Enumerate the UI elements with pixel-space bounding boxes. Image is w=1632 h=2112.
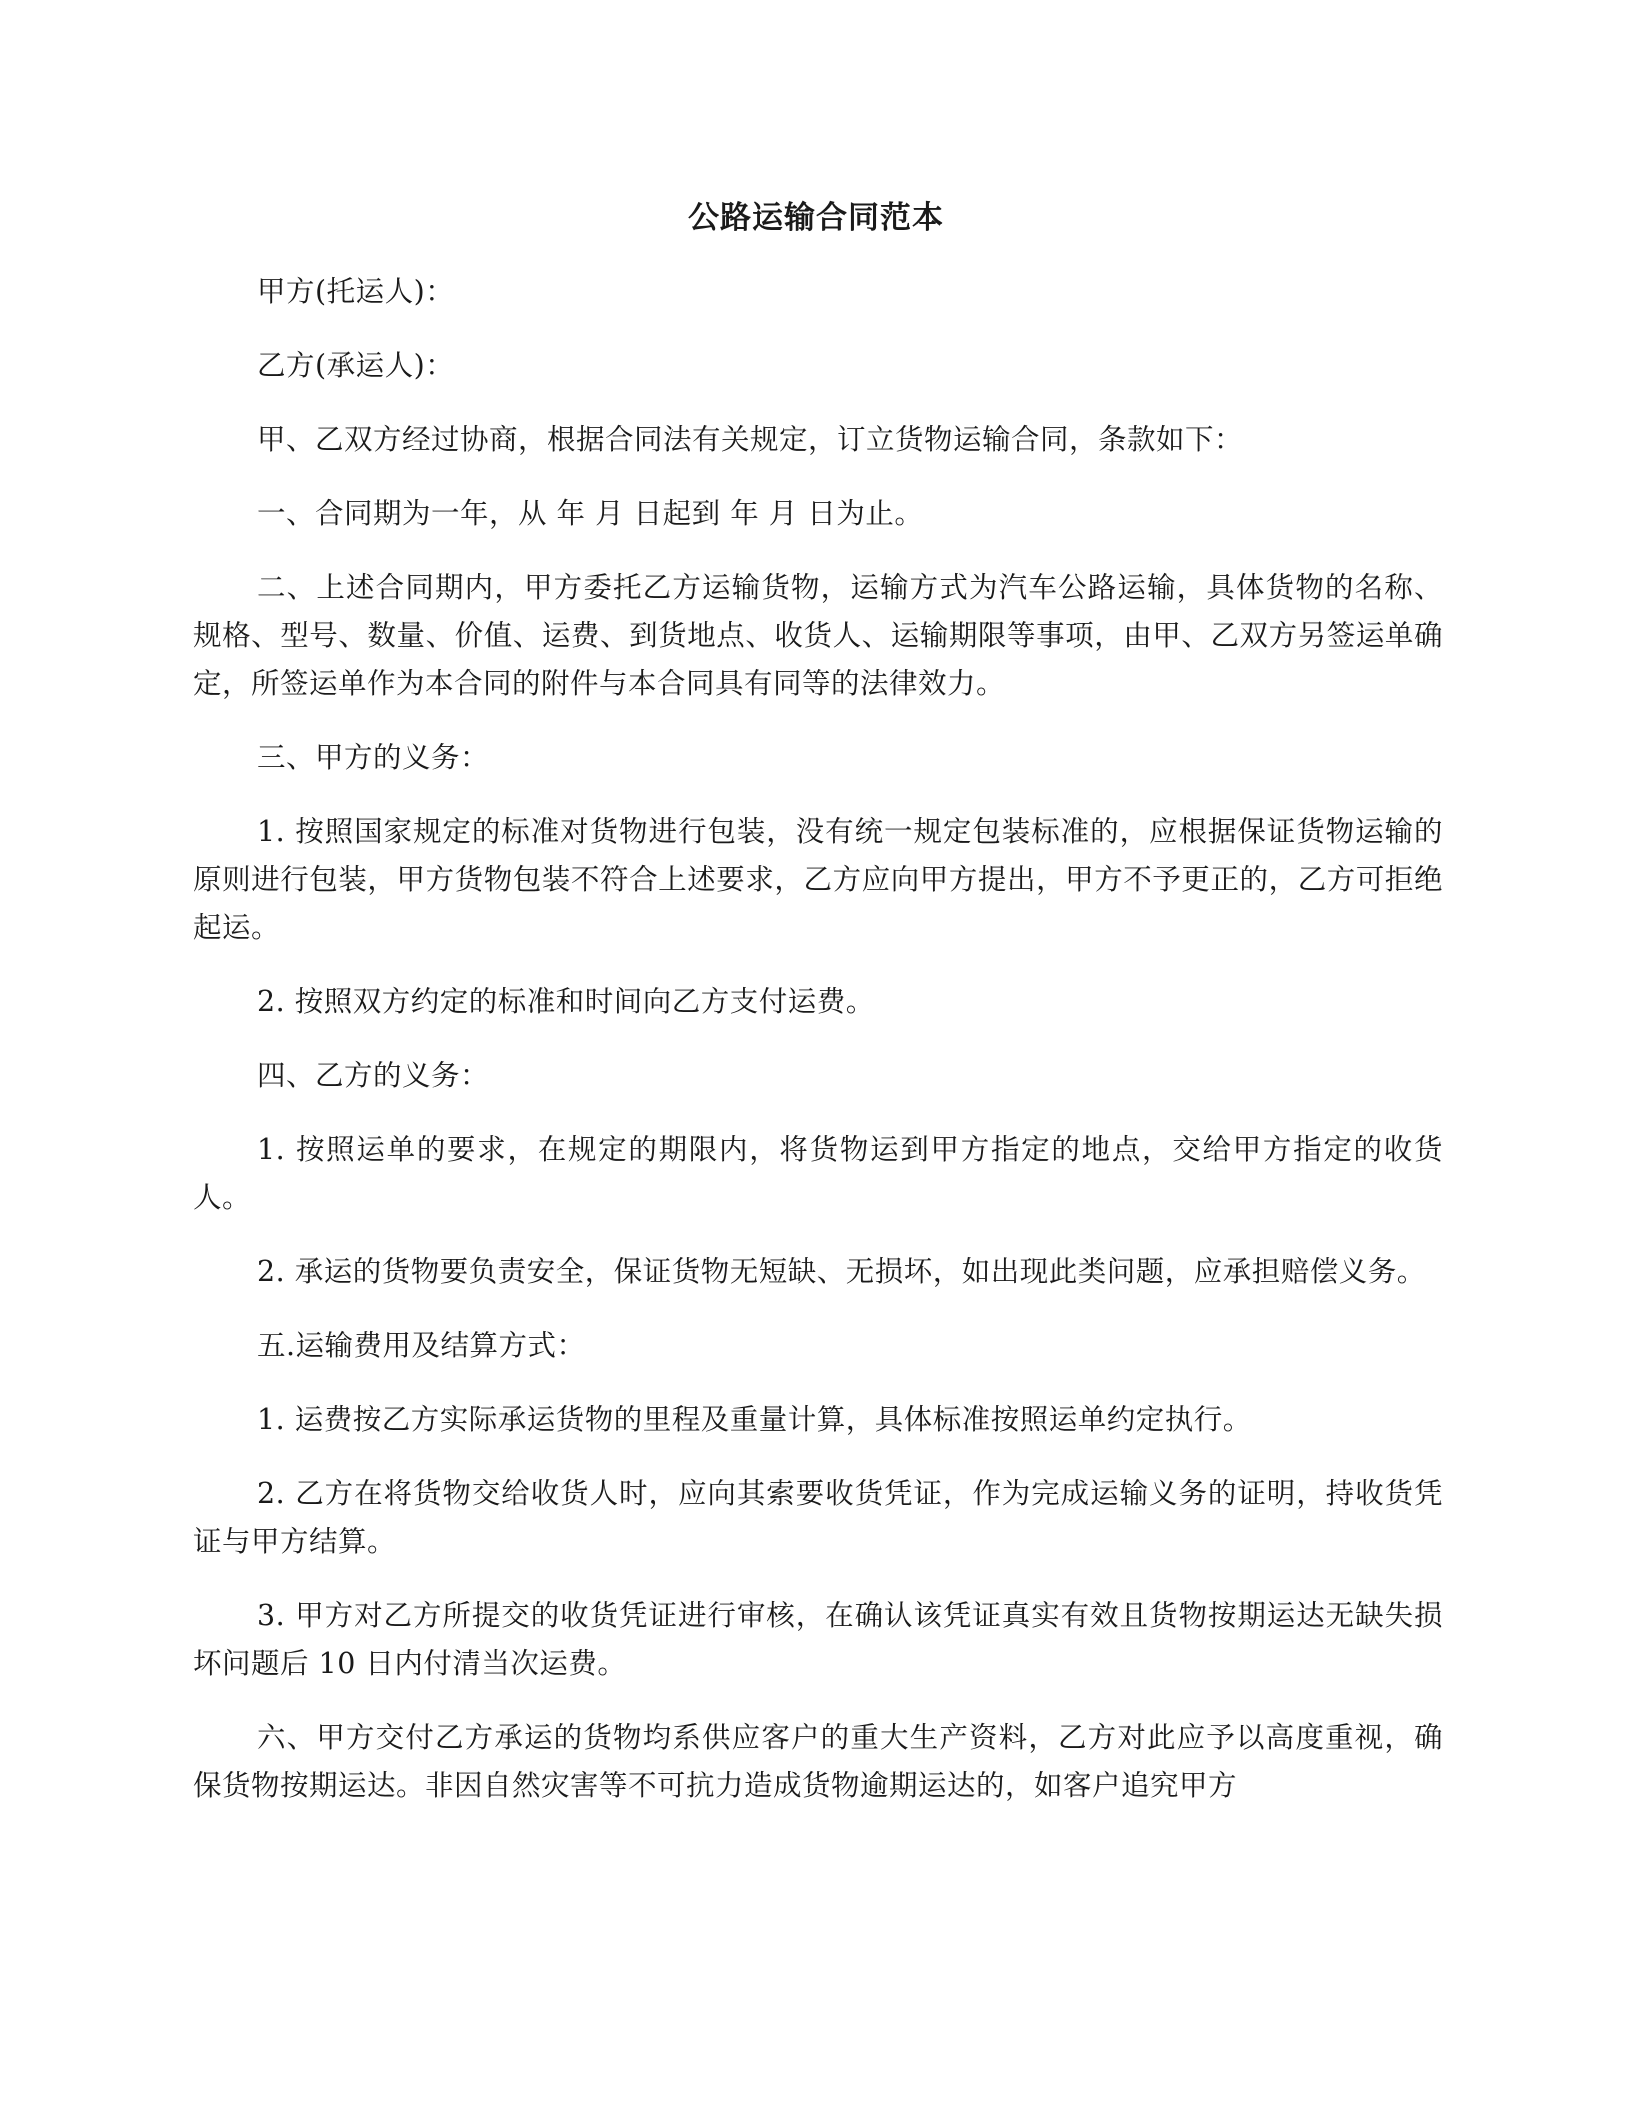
party-b-line: 乙方(承运人)： xyxy=(257,349,455,382)
clause-5-item-3: 3. 甲方对乙方所提交的收货凭证进行审核，在确认该凭证真实有效且货物按期运达无缺失损坏问题后 10 日内付清当次运费。 xyxy=(193,1599,1443,1680)
clause-5-item-1: 1. 运费按乙方实际承运货物的里程及重量计算，具体标准按照运单约定执行。 xyxy=(257,1403,1252,1436)
clause-5-heading: 五.运输费用及结算方式： xyxy=(257,1329,586,1362)
clause-3-heading: 三、甲方的义务： xyxy=(257,741,490,774)
clause-3-item-2: 2. 按照双方约定的标准和时间向乙方支付运费。 xyxy=(257,985,875,1018)
clause-4-item-2: 2. 承运的货物要负责安全，保证货物无短缺、无损坏，如出现此类问题，应承担赔偿义务。 xyxy=(257,1255,1426,1288)
clause-3-item-1: 1. 按照国家规定的标准对货物进行包装，没有统一规定包装标准的，应根据保证货物运输的原则进行包装，甲方货物包装不符合上述要求，乙方应向甲方提出，甲方不予更正的，乙方可拒绝起运。 xyxy=(193,815,1443,944)
party-a-line: 甲方(托运人)： xyxy=(257,275,455,308)
clause-4-item-1: 1. 按照运单的要求，在规定的期限内，将货物运到甲方指定的地点，交给甲方指定的收货人。 xyxy=(193,1133,1443,1214)
clause-6-paragraph: 六、甲方交付乙方承运的货物均系供应客户的重大生产资料，乙方对此应予以高度重视，确保货物按期运达。非因自然灾害等不可抗力造成货物逾期运达的，如客户追究甲方 xyxy=(193,1721,1443,1802)
document-title: 公路运输合同范本 xyxy=(688,200,944,236)
clause-5-item-2: 2. 乙方在将货物交给收货人时，应向其索要收货凭证，作为完成运输义务的证明，持收货凭证与甲方结算。 xyxy=(193,1477,1443,1558)
clause-1-term: 一、合同期为一年，从 年 月 日起到 年 月 日为止。 xyxy=(257,497,924,530)
preamble-paragraph: 甲、乙双方经过协商，根据合同法有关规定，订立货物运输合同，条款如下： xyxy=(257,423,1244,456)
document-body xyxy=(193,268,1443,1836)
clause-4-heading: 四、乙方的义务： xyxy=(257,1059,490,1092)
clause-2-scope: 二、上述合同期内，甲方委托乙方运输货物，运输方式为汽车公路运输，具体货物的名称、规格、型号、数量、价值、运费、到货地点、收货人、运输期限等事项，由甲、乙双方另签运单确定，所签运单作为本合同的附件与本合同具有同等的法律效力。 xyxy=(193,571,1443,700)
